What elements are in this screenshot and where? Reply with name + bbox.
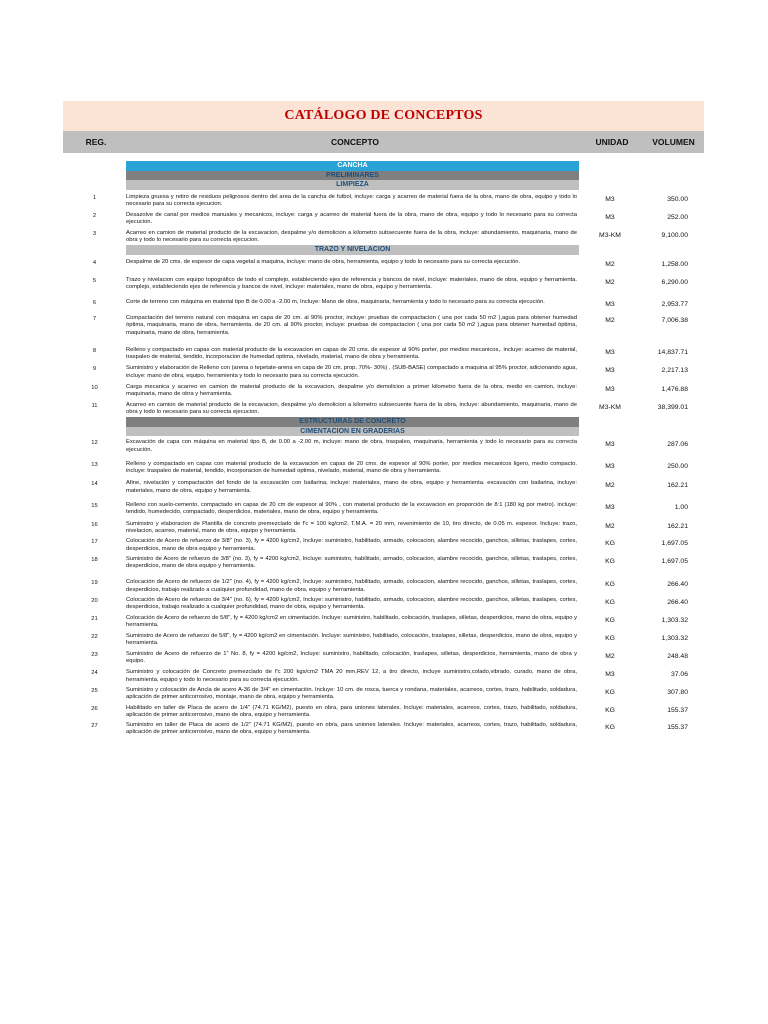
row-volume: 14,837.71 — [657, 348, 688, 356]
row-unit: KG — [605, 598, 615, 606]
section-preliminares: PRELIMINARES — [126, 171, 579, 181]
table-row — [63, 705, 704, 720]
row-reg: 18 — [91, 556, 98, 563]
table-row — [63, 687, 704, 702]
section-estructuras: ESTRUCTURAS DE CONCRETO — [126, 417, 579, 427]
row-unit: M3 — [605, 462, 615, 470]
row-volume: 1,303.32 — [661, 616, 688, 624]
row-description: Suministro de Acero de refuerzo de 3/8" (no. 3), fy = 4200 kg/cm2, Incluye: suministro, habilitado, armado, colocacion, alambre recocido, ganchos, silletas, traslapes, cortes, desperdicios, mano de obra equipo y herramienta. — [126, 555, 577, 570]
row-unit: M3 — [605, 671, 615, 679]
row-volume: 266.40 — [667, 598, 688, 606]
row-volume: 350.00 — [667, 195, 688, 203]
row-description: Compactación del terreno natural con máquina en capa de 20 cm. al 90% proctor, incluye: pruebas de compactacion ( una por cada 50 m2 ),agua para obtener humedad óptima, maquinaria, mano de obra, herramienta. de 20 cm. al 90% proctor, incluye: pruebas de compactacion ( una por cada 50 m2 ),agua para obtener humedad óptima, maquinaria, mano de obra, herramienta. — [126, 314, 577, 336]
row-volume: 2,217.13 — [661, 367, 688, 375]
row-reg: 27 — [91, 723, 98, 730]
row-description: Acarreo en camion de material producto de la excavacion, despalme y/o demolicion a kilometro subsecuente fuera de la obra, incluye: abundamiento, maquinaria, mano de obra y todo lo necesario para su correcta ejecucion. — [126, 229, 577, 243]
table-row — [63, 579, 704, 594]
row-unit: M2 — [605, 279, 615, 287]
row-reg: 4 — [92, 259, 97, 266]
row-volume: 162.21 — [667, 522, 688, 530]
table-row — [63, 365, 704, 380]
row-reg: 6 — [92, 299, 97, 306]
table-row — [63, 480, 704, 495]
row-description: Colocación de Acero de refuerzo de 3/8" (no. 3), fy = 4200 kg/cm2, Incluye: suministro, habilitado, armado, colocacion, alambre recocido, ganchos, silletas, traslapes, cortes, desperdicios, mano de obra equipo y herramienta. — [126, 538, 577, 552]
table-row — [63, 615, 704, 630]
row-description: Despalme de 20 cms. de espesor de capa vegetal a maquina, incluye: mano de obra, herramienta, equipo y todo lo necesario para su correcta ejecución. — [126, 258, 521, 265]
row-unit: M3 — [605, 300, 615, 308]
table-row — [63, 502, 704, 517]
row-volume: 1,303.32 — [661, 635, 688, 643]
row-volume: 155.37 — [667, 706, 688, 714]
section-limpieza: LIMPIEZA — [126, 180, 579, 190]
section-trazo: TRAZO Y NIVELACION — [126, 245, 579, 255]
row-reg: 10 — [91, 385, 98, 392]
column-header-unidad: UNIDAD — [595, 137, 629, 147]
table-row — [63, 556, 704, 571]
row-reg: 2 — [92, 213, 97, 220]
row-unit: M2 — [605, 652, 615, 660]
row-volume: 266.40 — [667, 581, 688, 589]
row-description: Limpieza gruesa y retiro de residuos peligrosos dentro del area de la cancha de futbol, incluye: carga y acarreo de material fuera de la obra, mano de obra, equipo y todo lo necesario para su correcta ejecucion. — [126, 193, 577, 207]
row-volume: 1,697.05 — [661, 557, 688, 565]
catalog-sheet — [63, 101, 704, 737]
title-band — [63, 101, 704, 131]
row-reg: 21 — [91, 615, 98, 622]
row-reg: 20 — [91, 597, 98, 604]
row-unit: KG — [605, 706, 615, 714]
table-row — [63, 230, 704, 245]
table-header — [63, 131, 704, 153]
row-volume: 1,258.00 — [661, 260, 688, 268]
row-reg: 5 — [92, 278, 97, 285]
row-reg: 8 — [92, 347, 97, 354]
row-volume: 7,006.38 — [661, 316, 688, 324]
page-title: CATÁLOGO DE CONCEPTOS — [284, 108, 483, 123]
row-unit: KG — [605, 540, 615, 548]
row-unit: KG — [605, 557, 615, 565]
row-unit: KG — [605, 724, 615, 732]
row-reg: 14 — [91, 481, 98, 488]
table-row — [63, 402, 704, 417]
row-unit: M2 — [605, 260, 615, 268]
table-row — [63, 461, 704, 476]
row-reg: 12 — [91, 440, 98, 447]
row-reg: 23 — [91, 651, 98, 658]
row-unit: M3 — [605, 504, 615, 512]
table-row — [63, 633, 704, 648]
row-unit: KG — [605, 581, 615, 589]
row-unit: M3 — [605, 348, 615, 356]
row-unit: M3 — [605, 367, 615, 375]
table-row — [63, 347, 704, 362]
row-description: Corte de terreno con máquina en material tipo B de 0.00 a -2.00 m, Incluye: Mano de obra, maquinaria, herramienta y todo lo necesario para su correcta ejecución. — [126, 298, 545, 305]
table-row — [63, 259, 704, 268]
table-row — [63, 521, 704, 536]
row-volume: 248.48 — [667, 652, 688, 660]
row-unit: KG — [605, 616, 615, 624]
row-unit: M3 — [605, 441, 615, 449]
row-description: Carga mecanica y acarreo en camion de material producto de la excavacion, despalme y/o demolicion a primer kilometro fuera de la obra, medio en camion, incluye: maquinaria, mano de obra y herramienta. — [126, 384, 577, 398]
row-reg: 1 — [92, 194, 97, 201]
row-volume: 38,399.01 — [657, 403, 688, 411]
row-reg: 11 — [91, 402, 98, 409]
table-row — [63, 597, 704, 612]
row-reg: 26 — [91, 705, 98, 712]
row-reg: 24 — [91, 670, 98, 677]
row-description: Colocación de Acero de refuerzo de 3/4" (no. 6), fy = 4200 kg/cm2, Incluye: suministro, habilitado, armado, colocacion, alambre recocido, ganchos, silletas, traslapes, cortes, desperdicios, trabajo realizado a cualquier profundidad, mano de obra, equipo y herramienta. — [126, 596, 577, 611]
row-unit: M3 — [605, 386, 615, 394]
row-reg: 25 — [91, 687, 98, 694]
row-description: Relleno y compactado en capas con material producto de la excavacion en capas de 20 cms. de espesor al 90% porter, por medios mecanicos ligero, medio compacto. incluye: traspaleo de material, tendido, incorporacion de humedad optima, nivelado, material, mano de obra y herramienta. — [126, 460, 577, 475]
section-cancha: CANCHA — [126, 161, 579, 171]
row-description: Acarreo en camion de material producto de la excavacion, despalme y/o demolicion a kilometro subsecuente fuera de la obra, incluye: abundamiento, maquinaria, mano de obra y todo lo necesario para su correcta ejecucion. — [126, 401, 577, 415]
row-description: Suministro y colocación de Concreto premezclado de f'c 200 kgs/cm2 TMA 20 mm,REV 12, a tiro directo, incluye suministro,colado,vibrado, curado, mano de obra, herramienta, equipo y todo lo necesario para su correcta ejecución. — [126, 669, 577, 683]
table-row — [63, 651, 704, 666]
row-unit: M3 — [605, 214, 615, 222]
row-unit: KG — [605, 635, 615, 643]
row-reg: 3 — [92, 230, 97, 237]
row-volume: 9,100.00 — [661, 231, 688, 239]
table-row — [63, 669, 704, 684]
row-unit: M2 — [605, 316, 615, 324]
row-reg: 22 — [91, 634, 98, 641]
row-reg: 9 — [92, 366, 97, 373]
row-description: Excavación de capa con máquina en material tipo B, de 0.00 a -2.00 m, incluye: mano de obra, traspaleo, maquinaria, herramienta y todo lo necesario para su correcta ejecución. — [126, 439, 577, 453]
table-row — [63, 194, 704, 209]
row-unit: M2 — [605, 522, 615, 530]
row-description: Relleno con suelo-cemento, compactado en capas de 20 cm de espesor al 90% , con material producto de la excavacion en proporción de 8:1 (180 kg por metro). incluye: tendido, humedecido, compactado, desperdicios, materiales, mano de obra, equipo y herramienta. — [126, 502, 577, 516]
table-row — [63, 277, 704, 292]
row-volume: 1,697.05 — [661, 540, 688, 548]
row-description: Suministro y colocación de Ancla de acero A-36 de 3/4" en cimentación. Incluye: 10 cm. de rosca, tuerca y rondana, materiales, acarreos, cortes, trazo, habilitado, soldadura, aplicación de primer anticorrosivo, montaje, mano de obra, equipo y herramienta. — [126, 686, 577, 701]
row-volume: 6,290.00 — [661, 279, 688, 287]
row-description: Suministro y elaboracion de Plantilla de concreto premezclado de f'c = 100 kg/cm2, T.M.A. = 20 mm, revenimiento de 10, tiro directo, de 0.05 m. espesor. Incluye: trazo, nivelacion, acarreo, material, mano de obra, equipo y herramienta. — [126, 520, 577, 534]
row-description: Trazo y nivelacion con equipo topográfico de todo el complejo, estableciendo ejes de referencia y bancos de nivel, incluye: materiales, mano de obra, equipo y herramienta. complejo, estableciendo ejes de referencia y bancos de nivel, incluye: materiales, mano de obra, equipo y herramienta. — [126, 277, 577, 291]
row-description: Afine, nivelación y compactación del fondo de la excavación con bailarina, incluye: materiales, mano de obra, equipo y herramienta. excavación con bailarina, incluye: materiales, mano de obra, equipo y herramienta. — [126, 480, 577, 494]
column-header-concepto: CONCEPTO — [330, 137, 380, 147]
column-header-reg: REG. — [85, 137, 107, 147]
row-volume: 252.00 — [667, 214, 688, 222]
table-row — [63, 538, 704, 553]
row-description: Colocación de Acero de refuerzo de 1/2" (no. 4), fy = 4200 kg/cm2, Incluye: suministro, habilitado, armado, colocacion, alambre recocido, ganchos, silletas, traslapes, cortes, desperdicios, trabajo realizado a cualquier profundidad, mano de obra, equipo y herramienta. — [126, 579, 577, 593]
row-description: Suministro y elaboración de Relleno con (arena o tepetate-arena en capa de 20 cm. prop. 70%- 30%) , (SUB-BASE) compactado a maquina al 95% proctor, adicionando agua, incluye: mano de obra, equipo, herramienta y todo lo necesario para su correcta ejecución. — [126, 365, 577, 379]
row-volume: 2,953.77 — [661, 300, 688, 308]
row-volume: 155.37 — [667, 724, 688, 732]
table-row — [63, 439, 704, 454]
row-unit: KG — [605, 688, 615, 696]
row-reg: 19 — [91, 580, 98, 587]
row-unit: M3-KM — [599, 231, 621, 239]
row-description: Suministro de Acero de refuerzo de 1" No. 8, fy = 4200 kg/cm2, Incluye: suministro, habilitado, colocación, traslapes, silletas, desperdicios, herramienta, mano de obra y equipo. — [126, 650, 577, 665]
row-description: Colocación de Acero de refuerzo de 5/8", fy = 4200 kg/cm2 en cimentación. Incluye: suministro, habilitado, colocación, traslapes, silletas, desperdicios, mano de obra, equipo y herramienta. — [126, 614, 577, 628]
row-reg: 15 — [91, 503, 98, 510]
row-reg: 17 — [91, 539, 98, 546]
row-volume: 287.06 — [667, 441, 688, 449]
row-unit: M3-KM — [599, 403, 621, 411]
row-unit: M3 — [605, 195, 615, 203]
row-reg: 13 — [91, 461, 98, 468]
row-volume: 250.00 — [667, 462, 688, 470]
table-row — [63, 212, 704, 227]
table-row — [63, 299, 704, 308]
row-description: Habilitado en taller de Placa de acero de 1/4" (74.71 KG/M2), puesto en obra, para uniones laterales. Incluye: materiales, acarreos, cortes, trazo, habilitado, soldadura, aplicación de primer anticorrosivo, mano de obra, equipo y herramienta. — [126, 704, 577, 718]
row-description: Suministro en taller de Placa de acero de 1/2" (74.71 KG/M2), puesto en obra, para uniones laterales. Incluye: materiales, acarreos, cortes, trazo, habilitado, soldadura, aplicación de primer anticorrosivo, mano de obra, equipo y herramienta. — [126, 722, 577, 736]
row-reg: 16 — [91, 521, 98, 528]
row-volume: 307.80 — [667, 688, 688, 696]
row-reg: 7 — [92, 315, 97, 322]
row-description: Desazolve de canal por medios manuales y mecanicos, incluye: carga y acarreo de material fuera de la obra, mano de obra, equipo y todo lo necesario para su correcta ejecucion. — [126, 212, 577, 226]
row-unit: M2 — [605, 482, 615, 490]
section-cimentacion: CIMENTACION EN GRADERIAS — [126, 427, 579, 437]
table-row — [63, 722, 704, 737]
row-description: Relleno y compactado en capas con material producto de la excavacion en capas de 20 cms. de espesor al 90% porter, por medios mecanicos,. incluye: acarreo de material, traspaleo de material, tendido, incorporacion de humedad optima, nivelado, material, mano de obra y herramienta. — [126, 346, 577, 361]
row-volume: 162.21 — [667, 482, 688, 490]
table-row — [63, 315, 704, 337]
row-volume: 1,476.88 — [661, 386, 688, 394]
column-header-volumen: VOLUMEN — [652, 137, 695, 147]
row-description: Suministro de Acero de refuerzo de 5/8", fy = 4200 kg/cm2 en cimentación. Incluye: suministro, habilitado, colocación, traslapes, silletas, desperdicios, mano de obra, equipo y herramienta. — [126, 633, 577, 647]
row-volume: 1.00 — [674, 504, 688, 512]
table-row — [63, 384, 704, 399]
row-volume: 37.06 — [670, 671, 688, 679]
table-body — [63, 161, 704, 737]
